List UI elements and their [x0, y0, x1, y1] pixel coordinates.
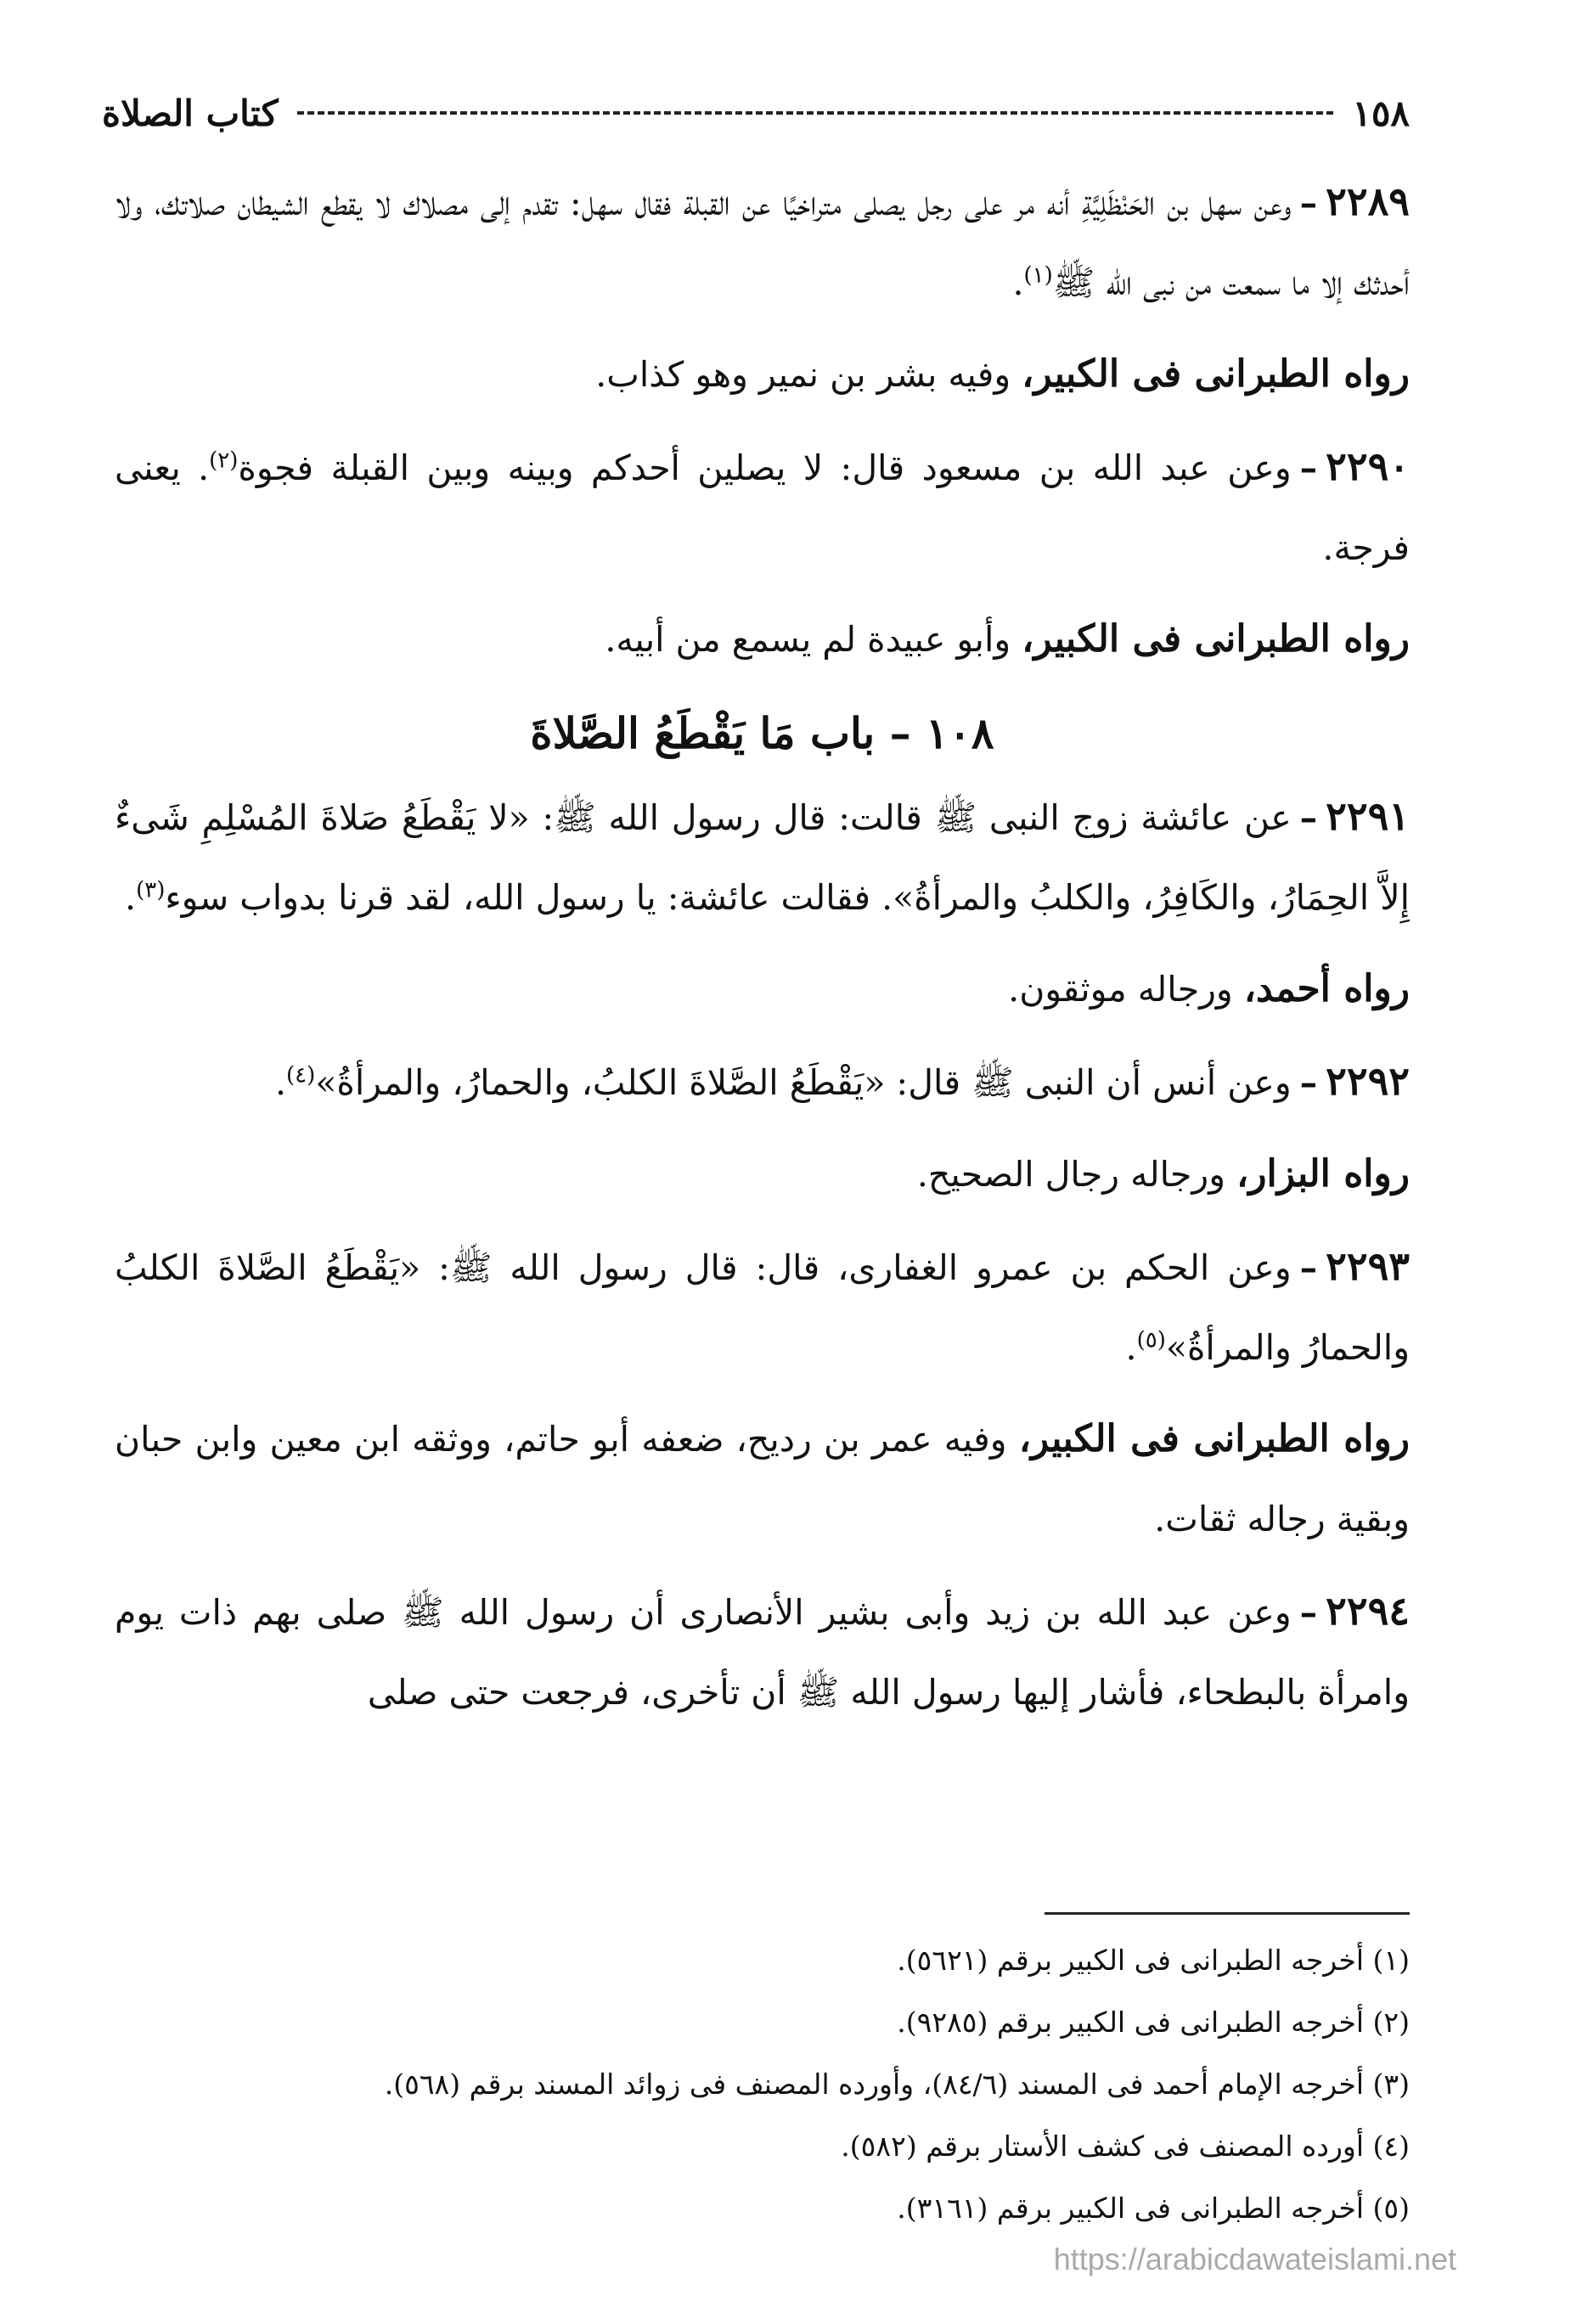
source-lead: رواه البزار،	[1236, 1152, 1410, 1196]
hadith-text: وعن الحكم بن عمرو الغفارى، قال: قال رسول الله ﷺ: «يَقْطَعُ الصَّلاةَ الكلبُ والحمارُ والمرأةُ»	[115, 1247, 1410, 1368]
hadith-number: ٢٢٩٣	[1326, 1243, 1410, 1289]
hadith-2291	[115, 776, 1410, 937]
header-dashed-rule	[297, 111, 1334, 115]
footnote-ref: (١)	[1023, 262, 1053, 289]
hadith-text: وعن عبد الله بن مسعود قال: لا يصلين أحدكم وبينه وبين القبلة فجوة	[238, 447, 1292, 488]
source-lead: رواه الطبرانى فى الكبير،	[1018, 1417, 1410, 1460]
page-number: ١٥٨	[1352, 92, 1410, 134]
hadith-2290	[115, 426, 1410, 588]
hadith-tail: .	[1012, 262, 1024, 303]
source-note	[115, 1134, 1410, 1214]
footnote-4: (٤) أورده المصنف فى كشف الأستار برقم (٥٨٢).	[841, 2130, 1410, 2163]
hadith-2293	[115, 1226, 1410, 1387]
source-lead: رواه أحمد،	[1243, 967, 1410, 1010]
hadith-text: وعن سهل بن الحَنْظَلِيَّةِ أنه مر على رجل يصلى متراخيًا عن القبلة فقال سهل: تقدم إلى مصلاك لا يقطع الشيطان صلاتك، ولا أحدثك إلا ما سمعت من نبى الله ﷺ	[115, 183, 1410, 303]
hadith-number: ٢٢٩١	[1326, 793, 1410, 839]
source-rest: وفيه عمر بن رديح، ضعفه أبو حاتم، ووثقه ابن معين وابن حبان وبقية رجاله ثقات.	[115, 1419, 1410, 1539]
dash: –	[1299, 447, 1318, 488]
running-title: كتاب الصلاة	[102, 92, 279, 134]
hadith-text: عن عائشة زوج النبى ﷺ قالت: قال رسول الله ﷺ: «لا يَقْطَعُ صَلاةَ المُسْلِمِ شَىءٌ إِلاَّ الحِمَارُ، والكَافِرُ، والكلبُ والمرأةُ». فقالت عائشة: يا رسول الله، لقد قرنا بدواب سوء	[115, 797, 1410, 918]
main-text	[115, 161, 1410, 1732]
hadith-tail: .	[125, 877, 137, 918]
hadith-tail: .	[274, 1062, 286, 1103]
hadith-tail: . يعنى فرجة.	[115, 447, 1410, 568]
hadith-2289	[115, 161, 1410, 323]
footnote-ref: (٢)	[209, 447, 239, 474]
footnote-ref: (٤)	[285, 1062, 316, 1089]
footnote-ref: (٥)	[1136, 1327, 1166, 1353]
hadith-number: ٢٢٩٤	[1326, 1588, 1410, 1634]
dash: –	[1299, 1062, 1318, 1103]
dash: –	[1299, 797, 1318, 838]
source-note	[115, 949, 1410, 1029]
source-lead: رواه الطبرانى فى الكبير،	[1022, 352, 1410, 396]
hadith-text: وعن أنس أن النبى ﷺ قال: «يَقْطَعُ الصَّلاةَ الكلبُ، والحمارُ، والمرأةُ»	[315, 1062, 1292, 1103]
chapter-heading: ١٠٨ – باب مَا يَقْطَعُ الصَّلاةَ	[530, 708, 994, 758]
hadith-2294	[115, 1571, 1410, 1732]
dash: –	[1299, 183, 1318, 223]
footnote-3: (٣) أخرجه الإمام أحمد فى المسند (٨٤/٦)، وأورده المصنف فى زوائد المسند برقم (٥٦٨).	[384, 2068, 1410, 2101]
source-lead: رواه الطبرانى فى الكبير،	[1022, 617, 1410, 661]
source-rest: وأبو عبيدة لم يسمع من أبيه.	[605, 619, 1022, 660]
running-header	[102, 83, 1410, 143]
hadith-text: وعن عبد الله بن زيد وأبى بشير الأنصارى أن رسول الله ﷺ صلى بهم ذات يوم وامرأة بالبطحاء، فأشار إليها رسول الله ﷺ أن تأخرى، فرجعت حتى صلى	[115, 1592, 1410, 1713]
source-note	[115, 335, 1410, 414]
source-note	[115, 599, 1410, 679]
source-note	[115, 1399, 1410, 1559]
hadith-number: ٢٢٩٢	[1326, 1058, 1410, 1104]
source-rest: ورجاله رجال الصحيح.	[916, 1154, 1237, 1195]
hadith-number: ٢٢٩٠	[1326, 443, 1410, 489]
source-rest: وفيه بشر بن نمير وهو كذاب.	[595, 354, 1022, 395]
footnote-2: (٢) أخرجه الطبرانى فى الكبير برقم (٩٢٨٥).	[897, 2006, 1410, 2039]
hadith-2292	[115, 1041, 1410, 1123]
footnote-5: (٥) أخرجه الطبرانى فى الكبير برقم (٣١٦١).	[897, 2192, 1410, 2225]
dash: –	[1299, 1247, 1318, 1288]
footnote-1: (١) أخرجه الطبرانى فى الكبير برقم (٥٦٢١).	[897, 1944, 1410, 1977]
source-rest: ورجاله موثقون.	[1008, 969, 1244, 1010]
watermark-url: https://arabicdawateislami.net	[1053, 2242, 1456, 2276]
footnotes	[115, 1929, 1410, 2239]
footnote-ref: (٣)	[136, 877, 166, 903]
footnote-separator	[1045, 1912, 1410, 1915]
hadith-tail: .	[1125, 1327, 1137, 1368]
hadith-number: ٢٢٨٩	[1326, 178, 1410, 224]
dash: –	[1299, 1592, 1318, 1633]
